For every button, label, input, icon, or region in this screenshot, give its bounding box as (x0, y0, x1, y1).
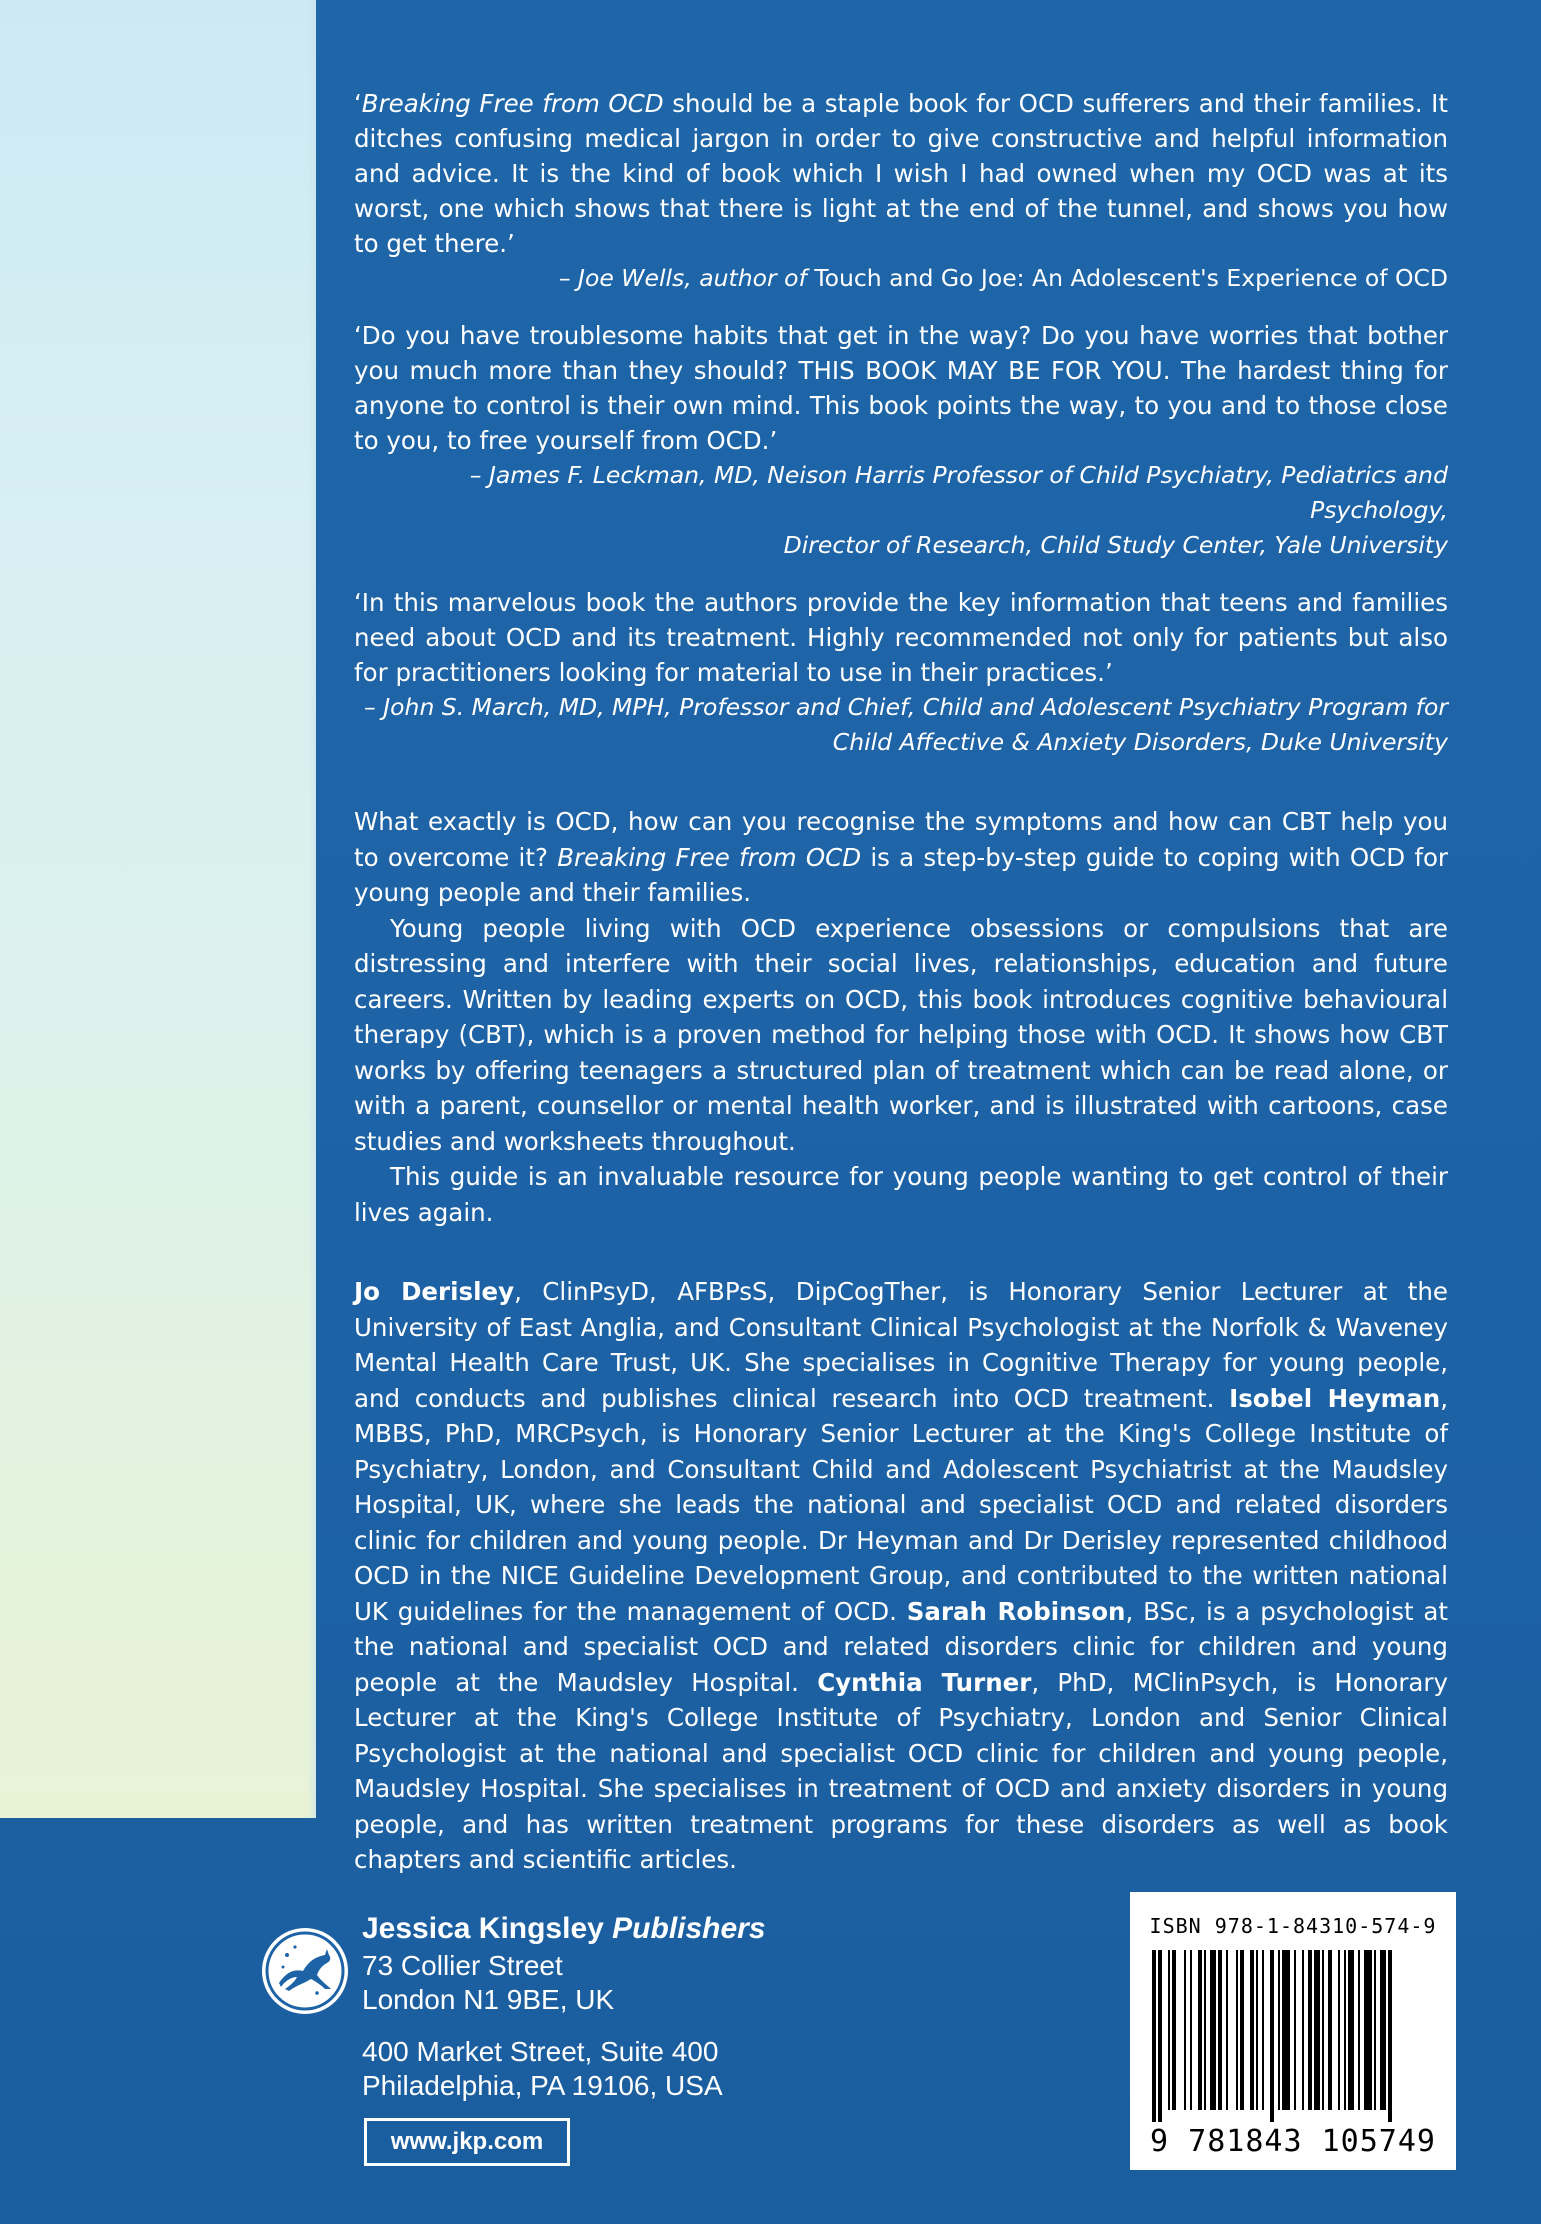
publisher-name (362, 1912, 766, 1946)
barcode-bar (1322, 1950, 1324, 2110)
endorsement-1 (354, 86, 1448, 296)
barcode-bar (1152, 1950, 1156, 2122)
barcode-bar (1374, 1950, 1376, 2110)
quote-open-mark: ‘ (354, 89, 362, 118)
endorsement-body: should be a staple book for OCD sufferers and their families. It ditches confusing medical jargon in order to give constructive and helpful information and advice. It is the kind of book which I wish I had owned when my OCD was at its worst, one which shows that there is light at the end of the tunnel, and shows you how to get there.’ (354, 89, 1449, 258)
barcode-bar (1314, 1950, 1320, 2110)
barcode-icon (1152, 1950, 1434, 2122)
barcode-bar (1308, 1950, 1312, 2110)
barcode-bar (1344, 1950, 1346, 2110)
book-description (354, 804, 1448, 1230)
barcode-bar (1190, 1950, 1192, 2110)
leaping-deer-icon (262, 1928, 348, 2014)
barcode-bar (1388, 1950, 1392, 2122)
isbn-barcode-panel (1130, 1892, 1456, 2170)
attribution-prefix: – Joe Wells, author of (558, 264, 815, 292)
book-title: Breaking Free from OCD (361, 89, 664, 118)
barcode-bar (1158, 1950, 1162, 2122)
description-paragraph-2: Young people living with OCD experience obsessions or compulsions that are distressing and interfere with their social lives, relationships, education and future careers. Written by leading experts on OCD, this book introduces cognitive behavioural therapy (CBT), which is a proven method for helping those with OCD. It shows how CBT works by offering teenagers a structured plan of treatment which can be read alone, or with a parent, counsellor or mental health worker, and is illustrated with cartoons, case studies and worksheets throughout. (354, 913, 1448, 1156)
endorsement-attribution: – John S. March, MD, MPH, Professor and Chief, Child and Adolescent Psychiatry Program for Child Affective & Anxiety Disorders, Duke University (364, 693, 1448, 756)
barcode-bar (1240, 1950, 1244, 2110)
address-us-line-1: 400 Market Street, Suite 400 (362, 2036, 719, 2067)
address-uk-line-2: London N1 9BE, UK (362, 1984, 615, 2015)
author-name: Isobel Heyman (1229, 1383, 1441, 1413)
attribution-book-title: Touch and Go Joe: An Adolescent's Experience of OCD (814, 264, 1448, 292)
barcode-bar (1250, 1950, 1254, 2110)
barcode-bar (1226, 1950, 1228, 2110)
barcode-bar (1198, 1950, 1202, 2110)
address-us-line-2: Philadelphia, PA 19106, USA (362, 2070, 723, 2101)
barcode-bar (1338, 1950, 1340, 2110)
publisher-name-text: Jessica Kingsley (362, 1912, 613, 1945)
barcode-bar (1236, 1950, 1238, 2110)
barcode-bar (1348, 1950, 1354, 2110)
author-bio: , MBBS, PhD, MRCPsych, is Honorary Senior Lecturer at the King's College Institute of Psychiatry, London, and Consultant Child and Adolescent Psychiatrist at the Maudsley Hospital, UK, where she leads the national and specialist OCD and related disorders clinic for children and young people. Dr Heyman and Dr Derisley represented childhood OCD in the NICE Guideline Development Group, and contributed to the written national UK guidelines for the management of OCD. (354, 1383, 1448, 1626)
barcode-bar (1184, 1950, 1186, 2110)
barcode-bar (1294, 1950, 1296, 2110)
description-paragraph-3: This guide is an invaluable resource for young people wanting to get control of their lives again. (354, 1162, 1448, 1227)
barcode-bar (1270, 1950, 1274, 2122)
endorsement-text (354, 86, 1448, 261)
author-name: Jo Derisley (354, 1277, 515, 1306)
description-text: is a step-by-step guide to coping with OCD for young people and their families. (354, 842, 1449, 907)
website-text[interactable]: www.jkp.com (390, 2128, 544, 2155)
barcode-bar (1278, 1950, 1280, 2110)
endorsement-3 (354, 585, 1448, 760)
barcode-bar (1364, 1950, 1372, 2110)
barcode-bar (1380, 1950, 1386, 2110)
author-bio: , ClinPsyD, AFBPsS, DipCogTher, is Honorary Senior Lecturer at the University of East Anglia, and Consultant Clinical Psychologist at the Norfolk & Waveney Mental Health Care Trust, UK. She specialises in Cognitive Therapy for young people, and conducts and publishes clinical research into OCD treatment. (354, 1277, 1448, 1413)
author-name: Sarah Robinson (906, 1596, 1126, 1626)
barcode-bar (1358, 1950, 1360, 2110)
publisher-name-italic: Publishers (612, 1912, 766, 1945)
endorsement-attribution: – James F. Leckman, MD, Neison Harris Professor of Child Psychiatry, Pediatrics and Psychology, Director of Research, Child Study Center, Yale University (469, 461, 1448, 559)
endorsement-attribution (354, 261, 1448, 296)
book-title: Breaking Free from OCD (557, 842, 862, 872)
side-panel-edge (308, 0, 316, 1818)
author-biographies (354, 1274, 1448, 1878)
description-paragraph-1 (354, 804, 1448, 911)
author-name: Cynthia Turner (817, 1667, 1032, 1697)
barcode-bar (1210, 1950, 1216, 2110)
barcode-bar (1204, 1950, 1206, 2110)
cover-text-block (354, 86, 1448, 1878)
barcode-bar (1328, 1950, 1332, 2110)
publisher-website[interactable] (364, 2118, 570, 2166)
barcode-bar (1302, 1950, 1304, 2110)
author-bio: , PhD, MClinPsych, is Honorary Lecturer at the King's College Institute of Psychiatry, London and Senior Clinical Psychologist at the national and specialist OCD clinic for children and young people, Maudsley Hospital. She specialises in treatment of OCD and anxiety disorders in young people, and has written treatment programs for these disorders as well as book chapters and scientific articles. (354, 1667, 1448, 1874)
barcode-bar (1262, 1950, 1264, 2110)
barcode-bar (1168, 1950, 1170, 2110)
endorsement-2 (354, 318, 1448, 563)
endorsement-text: ‘In this marvelous book the authors provide the key information that teens and families need about OCD and its treatment. Highly recommended not only for patients but also for practitioners looking for material to use in their practices.’ (354, 588, 1448, 687)
side-gradient-panel (0, 0, 316, 1818)
author-bio: , BSc, is a psychologist at the national and specialist OCD and related disorders clinic for children and young people at the Maudsley Hospital. (354, 1596, 1448, 1697)
ean-digits: 9 781843 105749 (1150, 2124, 1436, 2159)
isbn-number: ISBN 978-1-84310-574-9 (1149, 1914, 1437, 1938)
address-uk-line-1: 73 Collier Street (362, 1950, 563, 1981)
barcode-bar (1172, 1950, 1176, 2110)
barcode-bar (1282, 1950, 1290, 2110)
endorsement-text: ‘Do you have troublesome habits that get in the way? Do you have worries that bother you much more than they should? THIS BOOK MAY BE FOR YOU. The hardest thing for anyone to control is their own mind. This book points the way, to you and to those close to you, to free yourself from OCD.’ (354, 321, 1448, 455)
barcode-bar (1256, 1950, 1258, 2110)
description-text: What exactly is OCD, how can you recognise the symptoms and how can CBT help you to overcome it? (354, 807, 1448, 872)
barcode-bar (1218, 1950, 1222, 2110)
